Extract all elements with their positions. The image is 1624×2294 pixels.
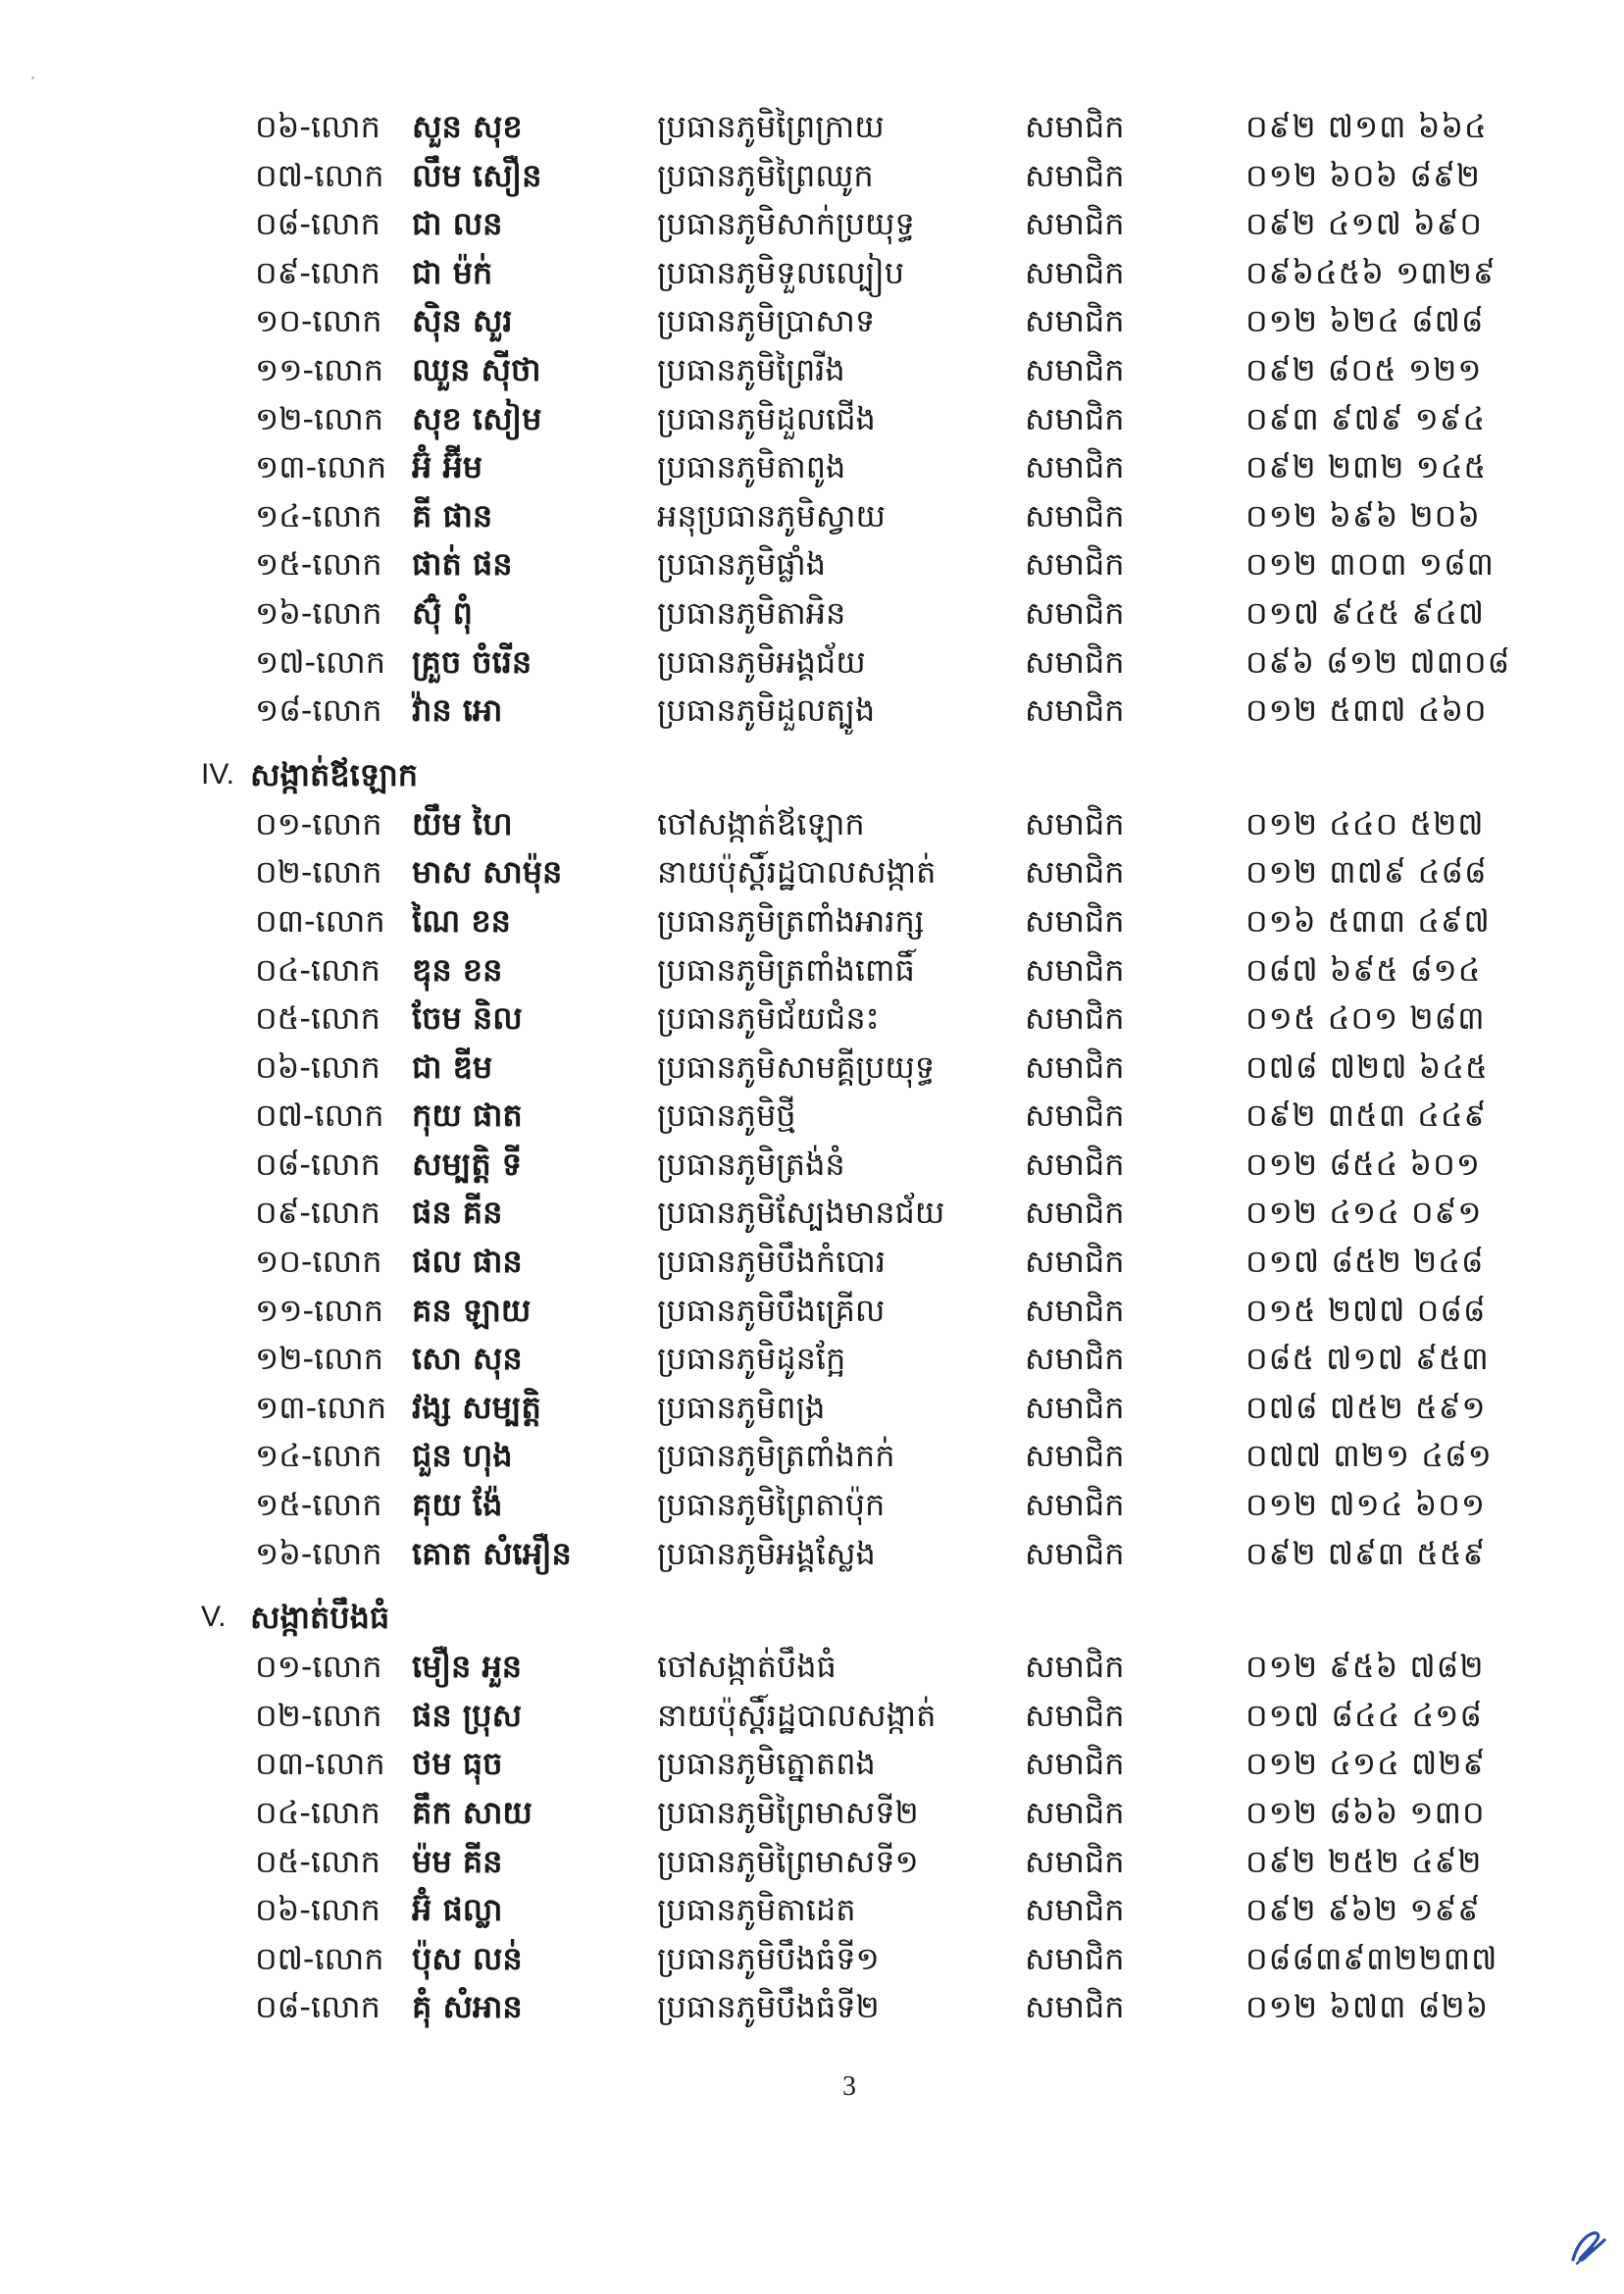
member-phone: ០៩២ ៧៩៣ ៥៥៩ [1245, 1534, 1487, 1572]
member-status: សមាជិក [1025, 1145, 1125, 1183]
member-status: សមាជិក [1025, 691, 1125, 730]
member-role: ប្រធានភូមិព្រៃក្រាយ [657, 108, 885, 145]
member-index: ០៧-លោក [255, 1939, 384, 1977]
member-phone: ០១២ ៤១៤ ០៩១ [1245, 1194, 1483, 1232]
list-item [201, 1481, 1515, 1530]
member-role: ប្រធានភូមិដូនក្អែ [657, 1340, 846, 1378]
member-name: ស៊ុំ ពុំ [412, 593, 473, 632]
member-status: សមាជិក [1025, 1437, 1125, 1475]
member-index: ០៤-លោក [255, 1794, 381, 1831]
member-index: ០៦-លោក [255, 1047, 381, 1086]
member-phone: ០១២ ៤១៤ ៧២៩ [1245, 1745, 1487, 1783]
member-status: សមាជិក [1025, 1243, 1125, 1281]
member-index: ០៨-លោក [255, 205, 381, 243]
list-item [201, 1287, 1515, 1336]
member-index: ១០-លោក [255, 302, 382, 340]
member-phone: ០១២ ៨៦៦ ១៣០ [1245, 1794, 1486, 1831]
member-phone: ០៩៦ ៨១២ ៧៣០៨ [1245, 642, 1511, 681]
list-item [201, 1092, 1515, 1141]
member-status: សមាជិក [1025, 1194, 1125, 1232]
member-role: ប្រធានភូមិត្រពាំងកក់ [657, 1437, 895, 1475]
member-role: ចៅសង្កាត់ឪឡោក [657, 804, 865, 842]
member-index: ១៦-លោក [255, 1534, 382, 1572]
member-status: សមាជិក [1025, 1794, 1125, 1831]
member-role: ប្រធានភូមិបឹងធំទី១ [657, 1939, 880, 1977]
list-item [201, 589, 1515, 638]
member-name: ជា ម៉ក់ [412, 253, 493, 291]
list-item [201, 1886, 1515, 1935]
member-status: សមាជិក [1025, 205, 1125, 243]
list-item [201, 346, 1515, 395]
section-heading [201, 1592, 1515, 1643]
member-name: ណៃ ខន [412, 901, 511, 940]
list-item [201, 297, 1515, 346]
member-name: វ៉ាន អោ [412, 691, 503, 730]
member-phone: ០១៧ ៩៤៥ ៩៤៧ [1245, 593, 1485, 632]
member-status: សមាជិក [1025, 1291, 1125, 1329]
member-phone: ០៩២ ៨០៥ ១២១ [1245, 350, 1483, 388]
member-status: សមាជិក [1025, 1486, 1125, 1524]
list-item [201, 1740, 1515, 1789]
member-role: ប្រធានភូមិអង្គស្លែង [657, 1534, 876, 1572]
member-phone: ០៩២ ២៣២ ១៤៥ [1245, 448, 1488, 486]
member-role: ប្រធានភូមិត្រពាំងពោធិ៍ [657, 950, 915, 989]
member-role: ប្រធានភូមិពង្រ [657, 1388, 826, 1426]
member-index: ០៨-លោក [255, 1145, 381, 1183]
member-name: គ្រួច ចំរើន [412, 642, 533, 681]
member-phone: ០៩២ ៣៥៣ ៤៤៩ [1245, 1096, 1488, 1135]
member-name: គី ផាន [412, 496, 493, 535]
member-status: សមាជិក [1025, 1745, 1125, 1783]
member-status: សមាជិក [1025, 999, 1125, 1038]
member-name: ឌុន ខន [412, 950, 503, 989]
member-status: សមាជិក [1025, 1842, 1125, 1880]
list-item [201, 1530, 1515, 1579]
member-name: គុយ ង៉ែ [412, 1486, 503, 1524]
section-number: IV. [201, 757, 234, 790]
member-name: លឹម សឿន [412, 156, 542, 194]
page-number: 3 [842, 2071, 856, 2102]
member-name: ផន ប្រុស [412, 1696, 523, 1734]
member-status: សមាជិក [1025, 545, 1125, 584]
member-index: ១២-លោក [255, 1340, 384, 1378]
member-phone: ០១៧ ៨៤៤ ៤១៨ [1245, 1696, 1483, 1734]
member-role: ប្រធានភូមិដួលជើង [657, 399, 876, 437]
member-name: កុយ ផាត [412, 1096, 523, 1135]
member-name: ជា លន [412, 205, 503, 243]
list-item [201, 897, 1515, 946]
member-role: ប្រធានភូមិត្រង់នំ [657, 1145, 845, 1183]
member-name: ផាត់ ផន [412, 545, 513, 584]
list-item [201, 1789, 1515, 1838]
member-phone: ០១៥ ៤០១ ២៨៣ [1245, 999, 1486, 1038]
member-name: សុខ សៀម [412, 399, 542, 437]
member-phone: ០៧៧ ៣២១ ៤៨១ [1245, 1437, 1493, 1475]
list-item [201, 1643, 1515, 1692]
member-role: ប្រធានភូមិផ្លាំង [657, 545, 827, 584]
list-item [201, 1935, 1515, 1984]
member-phone: ០៩២ ៩៦២ ១៩៩ [1245, 1891, 1481, 1929]
member-role: ប្រធានភូមិអង្គជ័យ [657, 642, 866, 681]
scan-speck [31, 76, 34, 79]
member-status: សមាជិក [1025, 350, 1125, 388]
member-role: ប្រធានភូមិតាអិន [657, 593, 846, 632]
list-item [201, 1384, 1515, 1433]
member-phone: ០៨៨៣៩៣២២៣៧ [1245, 1939, 1498, 1977]
member-role: ប្រធានភូមិត្នោតពង [657, 1745, 876, 1783]
member-name: គោត សំអឿន [412, 1534, 572, 1572]
member-index: ១៤-លោក [255, 496, 382, 535]
member-name: គឹក សាយ [412, 1794, 533, 1831]
member-index: ០៥-លោក [255, 1842, 381, 1880]
member-role: ប្រធានភូមិទួលល្បៀប [657, 253, 905, 291]
member-role: ប្រធានភូមិបឹងកំបោរ [657, 1243, 886, 1281]
member-name: ផន គីន [412, 1194, 503, 1232]
member-name: សម្បត្តិ ទី [412, 1145, 523, 1183]
list-item [201, 1432, 1515, 1481]
member-phone: ០១២ ៦០៦ ៨៩២ [1245, 156, 1481, 194]
member-index: ០២-លោក [255, 853, 382, 892]
member-role: ប្រធានភូមិព្រៃឈូក [657, 156, 874, 194]
list-item [201, 1238, 1515, 1287]
member-phone: ០១៧ ៨៥២ ២៤៨ [1245, 1243, 1485, 1281]
member-list [201, 103, 1515, 2032]
member-name: គន ឡាយ [412, 1291, 532, 1329]
member-role: ប្រធានភូមិសាក់ប្រយុទ្ធ [657, 205, 915, 243]
list-item [201, 152, 1515, 201]
member-index: ០៦-លោក [255, 108, 381, 145]
member-role: ប្រធានភូមិបឹងធំទី២ [657, 1988, 880, 2026]
member-status: សមាជិក [1025, 156, 1125, 194]
member-index: ០៨-លោក [255, 1988, 381, 2026]
member-index: ០៤-លោក [255, 950, 381, 989]
member-phone: ០៩២ ៤១៧ ៦៩០ [1245, 205, 1483, 243]
member-phone: ០១២ ៩៥៦ ៧៨២ [1245, 1648, 1485, 1686]
member-index: ០៧-លោក [255, 1096, 384, 1135]
member-index: ០៥-លោក [255, 999, 381, 1038]
list-item [201, 1141, 1515, 1190]
member-index: ០៣-លោក [255, 1745, 385, 1783]
member-role: នាយប៉ុស្តិ៍រដ្ឋបាលសង្កាត់ [657, 1696, 937, 1734]
member-status: សមាជិក [1025, 1096, 1125, 1135]
member-phone: ០៨៥ ៧១៧ ៩៥៣ [1245, 1340, 1490, 1378]
member-name: ស៊ិន សួរ [412, 302, 513, 340]
member-role: ប្រធានភូមិព្រៃមាសទី២ [657, 1794, 919, 1831]
member-status: សមាជិក [1025, 642, 1125, 681]
member-index: ០៦-លោក [255, 1891, 381, 1929]
member-phone: ០៧៨ ៧២៧ ៦៤៥ [1245, 1047, 1489, 1086]
member-role: ប្រធានភូមិតាពូង [657, 448, 846, 486]
list-item [201, 1335, 1515, 1384]
member-name: អ៊ំ អ៊ីម [412, 448, 483, 486]
member-index: ០៧-លោក [255, 156, 384, 194]
member-status: សមាជិក [1025, 950, 1125, 989]
member-status: សមាជិក [1025, 496, 1125, 535]
member-role: ប្រធានភូមិស្បែងមានជ័យ [657, 1194, 945, 1232]
member-phone: ០៩៣ ៩៧៩ ១៩៤ [1245, 399, 1487, 437]
list-item [201, 443, 1515, 492]
member-index: ០២-លោក [255, 1696, 382, 1734]
member-status: សមាជិក [1025, 302, 1125, 340]
member-role: ប្រធានភូមិព្រៃតាប៉ុក [657, 1486, 886, 1524]
member-role: ប្រធានភូមិបឹងគ្រើល [657, 1291, 886, 1329]
list-item [201, 103, 1515, 152]
list-item [201, 687, 1515, 736]
member-index: ១១-លោក [255, 350, 384, 388]
member-index: ១៣-លោក [255, 448, 387, 486]
member-role: នាយប៉ុស្តិ៍រដ្ឋបាលសង្កាត់ [657, 853, 937, 892]
member-name: អ៊ំ ផល្លា [412, 1891, 503, 1929]
member-name: សោ សុន [412, 1340, 523, 1378]
list-item [201, 200, 1515, 249]
member-name: ម៉ម គីន [412, 1842, 503, 1880]
list-item [201, 800, 1515, 849]
member-name: ថម ធុច [412, 1745, 503, 1783]
member-role: អនុប្រធានភូមិស្វាយ [657, 496, 886, 535]
member-phone: ០១៦ ៥៣៣ ៤៩៧ [1245, 901, 1491, 940]
member-status: សមាជិក [1025, 804, 1125, 842]
member-status: សមាជិក [1025, 448, 1125, 486]
member-status: សមាជិក [1025, 1340, 1125, 1378]
member-phone: ០៧៨ ៧៥២ ៥៩១ [1245, 1388, 1487, 1426]
member-role: ប្រធានភូមិដួលត្បូង [657, 691, 876, 730]
section-heading [201, 749, 1515, 800]
member-name: ផល ផាន [412, 1243, 523, 1281]
list-item [201, 1838, 1515, 1887]
member-role: ប្រធានភូមិសាមគ្គីប្រយុទ្ធ [657, 1047, 936, 1086]
list-item [201, 848, 1515, 897]
section-gap [201, 736, 1515, 749]
member-phone: ០១២ ៦៩៦ ២០៦ [1245, 496, 1481, 535]
member-phone: ០១២ ៤៤០ ៥២៧ [1245, 804, 1485, 842]
member-role: ប្រធានភូមិជ័យជំនះ [657, 999, 880, 1038]
pen-mark-icon [1567, 2224, 1610, 2268]
member-phone: ០១២ ៣០៣ ១៨៣ [1245, 545, 1495, 584]
member-index: ១៥-លោក [255, 545, 382, 584]
section-number: V. [201, 1601, 227, 1634]
member-status: សមាជិក [1025, 1534, 1125, 1572]
member-name: យឹម ហៃ [412, 804, 513, 842]
member-name: មាស សាម៉ុន [412, 853, 563, 892]
member-index: ០១-លោក [255, 1648, 382, 1686]
member-status: សមាជិក [1025, 399, 1125, 437]
member-index: ១០-លោក [255, 1243, 382, 1281]
member-phone: ០១២ ៨៥៤ ៦០១ [1245, 1145, 1481, 1183]
member-status: សមាជិក [1025, 1388, 1125, 1426]
member-status: សមាជិក [1025, 1696, 1125, 1734]
member-index: ១៤-លោក [255, 1437, 382, 1475]
member-role: ប្រធានភូមិថ្មី [657, 1096, 796, 1135]
member-index: ០៩-លោក [255, 1194, 381, 1232]
list-item [201, 638, 1515, 688]
list-item [201, 249, 1515, 298]
member-name: ប៉ុស លន់ [412, 1939, 523, 1977]
member-index: ១៥-លោក [255, 1486, 382, 1524]
member-name: សួន សុខ [412, 108, 523, 145]
member-phone: ០១២ ៦២៤ ៨៧៨ [1245, 302, 1485, 340]
member-status: សមាជិក [1025, 1047, 1125, 1086]
member-phone: ០១២ ៧១៤ ៦០១ [1245, 1486, 1487, 1524]
member-name: ចែម និល [412, 999, 523, 1038]
member-phone: ០៩៦៤៥៦ ១៣២៩ [1245, 253, 1497, 291]
member-role: ប្រធានភូមិត្រពាំងអារក្ស [657, 901, 925, 940]
member-role: ចៅសង្កាត់បឹងធំ [657, 1648, 837, 1686]
member-role: ប្រធានភូមិព្រៃរីង [657, 350, 845, 388]
member-phone: ០៩២ ៧១៣ ៦៦៤ [1245, 108, 1488, 145]
section-title: សង្កាត់ឪឡោក [250, 755, 419, 793]
member-index: ១៦-លោក [255, 593, 382, 632]
member-role: ប្រធានភូមិតាដេត [657, 1891, 856, 1929]
member-index: ១១-លោក [255, 1291, 384, 1329]
member-index: ១២-លោក [255, 399, 384, 437]
member-status: សមាជិក [1025, 1939, 1125, 1977]
member-status: សមាជិក [1025, 853, 1125, 892]
member-role: ប្រធានភូមិប្រាសាទ [657, 302, 876, 340]
list-item [201, 540, 1515, 589]
member-status: សមាជិក [1025, 901, 1125, 940]
section-title: សង្កាត់បឹងធំ [250, 1599, 390, 1637]
member-index: ០៩-លោក [255, 253, 381, 291]
member-index: ១៨-លោក [255, 691, 382, 730]
member-name: មឿន អួន [412, 1648, 523, 1686]
member-phone: ០៨៧ ៦៩៥ ៨១៤ [1245, 950, 1482, 989]
list-item [201, 395, 1515, 444]
member-index: ១៧-លោក [255, 642, 386, 681]
member-phone: ០១៥ ២៧៧ ០៨៨ [1245, 1291, 1487, 1329]
member-phone: ០៩២ ២៥២ ៤៩២ [1245, 1842, 1483, 1880]
list-item [201, 1044, 1515, 1093]
member-phone: ០១២ ៣៧៩ ៤៨៨ [1245, 853, 1488, 892]
member-status: សមាជិក [1025, 1988, 1125, 2026]
member-name: ជា ឌីម [412, 1047, 493, 1086]
member-role: ប្រធានភូមិព្រៃមាសទី១ [657, 1842, 919, 1880]
member-phone: ០១២ ៥៣៧ ៤៦០ [1245, 691, 1488, 730]
member-index: ០១-លោក [255, 804, 382, 842]
member-status: សមាជិក [1025, 108, 1125, 145]
member-status: សមាជិក [1025, 593, 1125, 632]
member-status: សមាជិក [1025, 253, 1125, 291]
member-index: ១៣-លោក [255, 1388, 387, 1426]
member-name: ជួន ហុង [412, 1437, 513, 1475]
member-name: គុំ សំអាន [412, 1988, 523, 2026]
member-index: ០៣-លោក [255, 901, 385, 940]
member-phone: ០១២ ៦៧៣ ៨២៦ [1245, 1988, 1490, 2026]
list-item [201, 1692, 1515, 1741]
list-item [201, 994, 1515, 1044]
list-item [201, 946, 1515, 995]
member-status: សមាជិក [1025, 1648, 1125, 1686]
member-status: សមាជិក [1025, 1891, 1125, 1929]
list-item [201, 492, 1515, 541]
list-item [201, 1983, 1515, 2032]
list-item [201, 1189, 1515, 1238]
member-name: វង្ស សម្បត្តិ [412, 1388, 541, 1426]
section-gap [201, 1578, 1515, 1592]
member-name: ឈួន ស៊ីថា [412, 350, 541, 388]
